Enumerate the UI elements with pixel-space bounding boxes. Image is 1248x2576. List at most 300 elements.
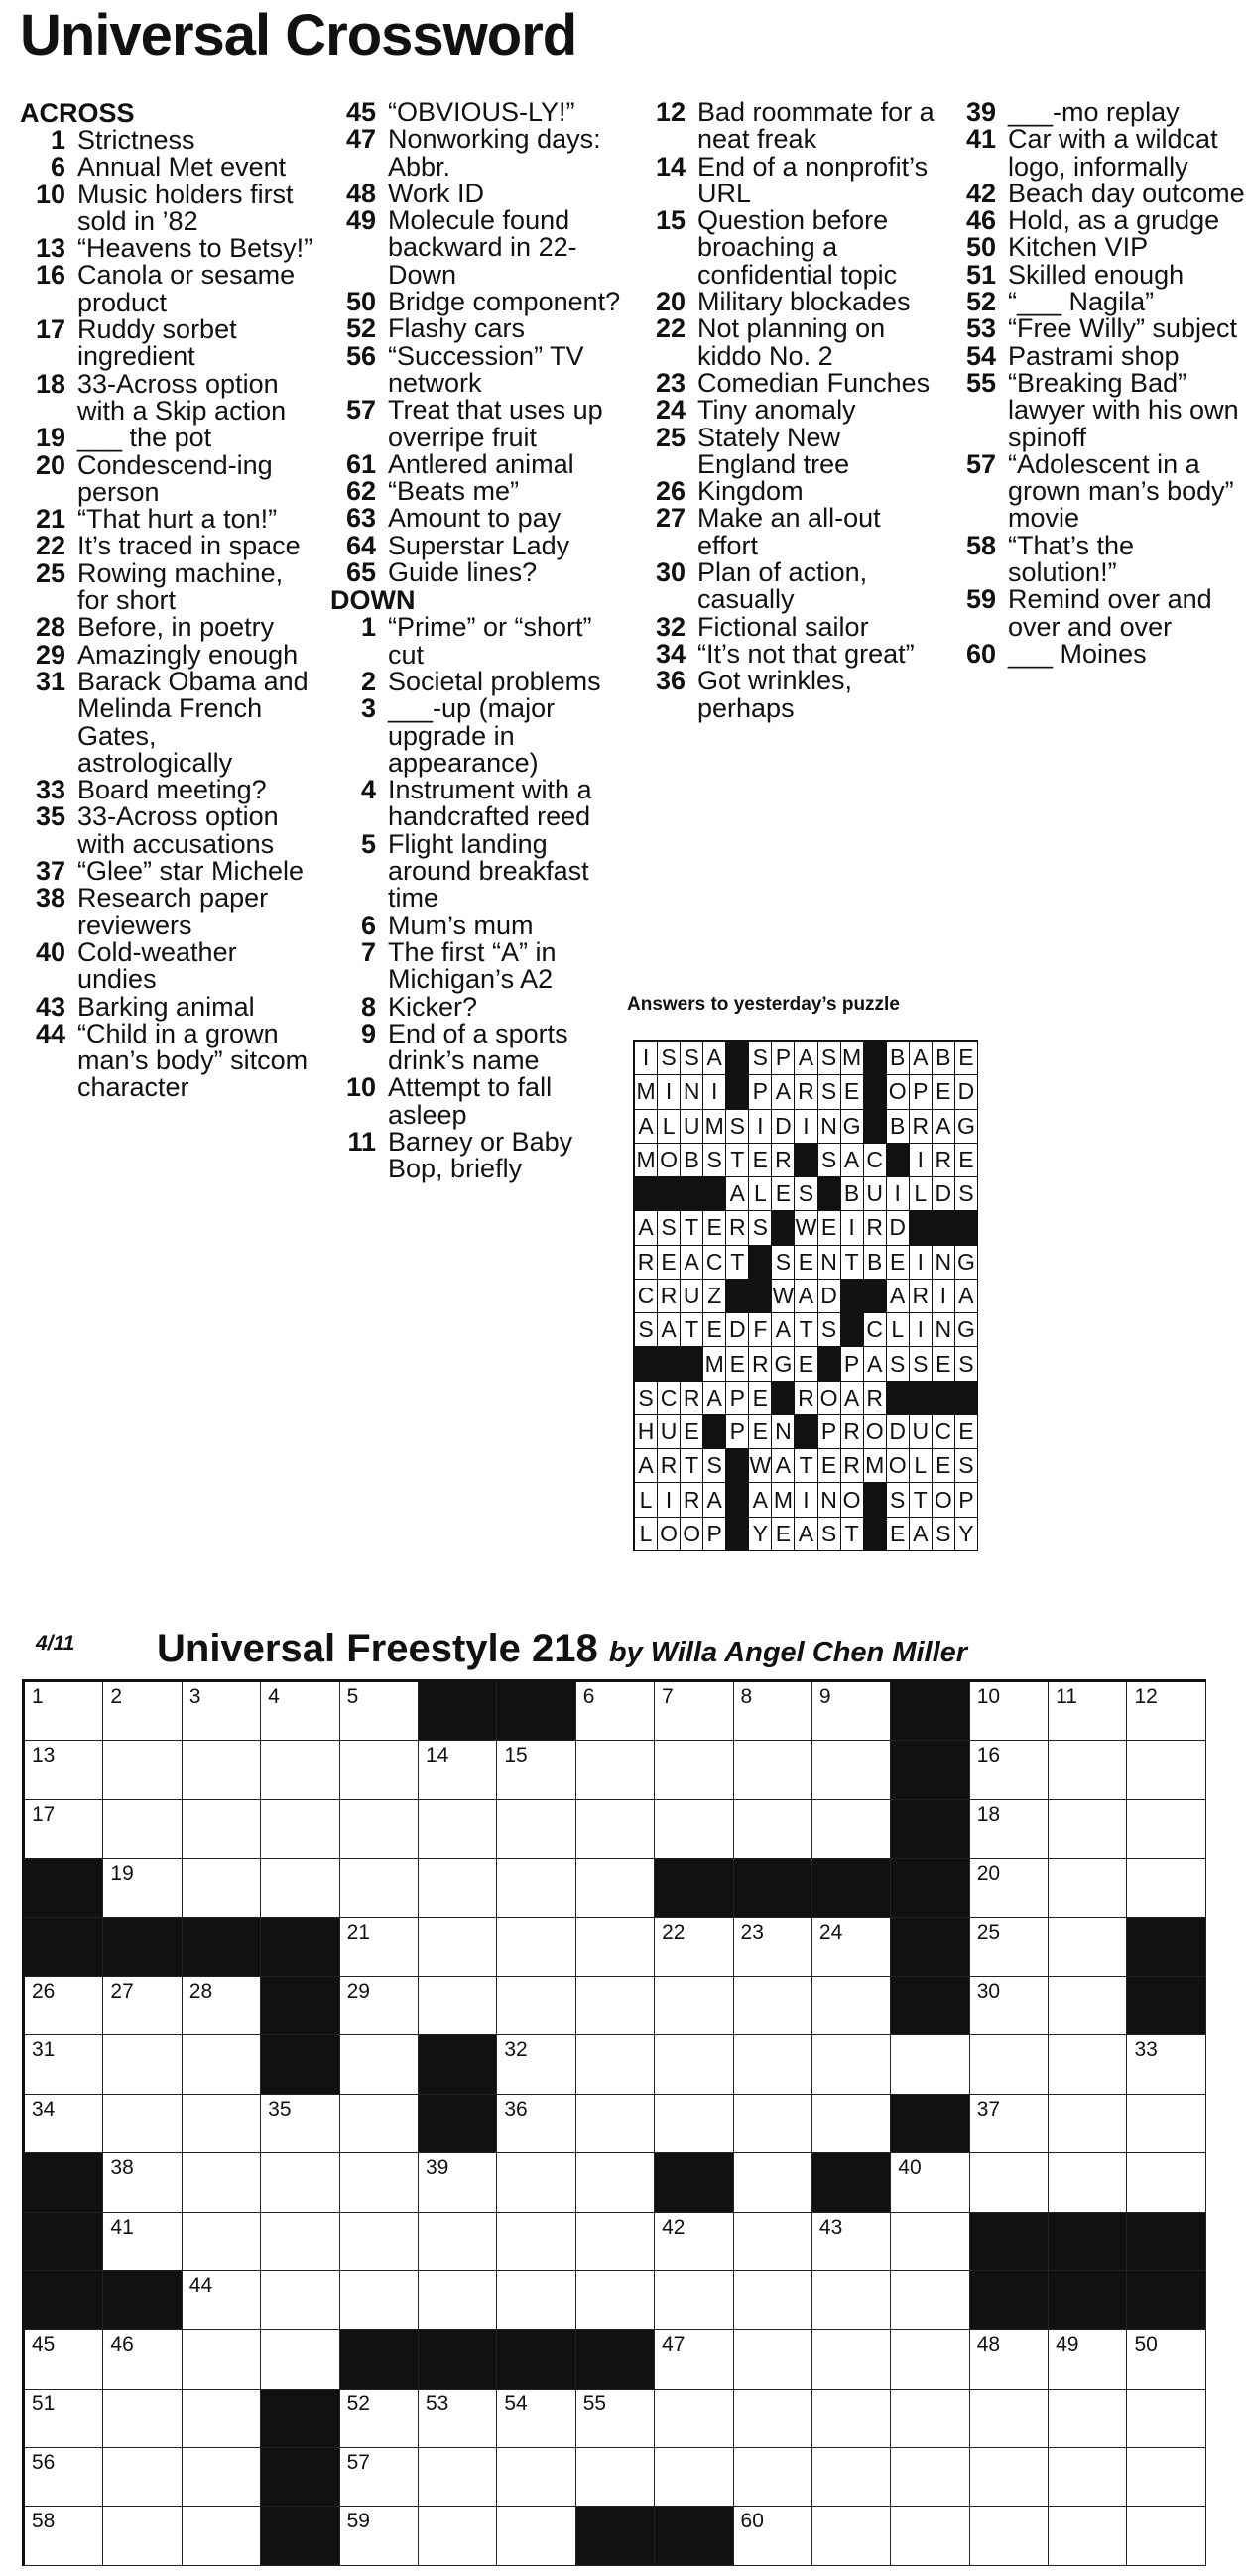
grid-cell[interactable] — [261, 2095, 339, 2153]
clue-number: 18 — [35, 368, 65, 399]
grid-cell[interactable] — [576, 2035, 655, 2094]
grid-cell[interactable] — [103, 2390, 182, 2448]
answer-cell: R — [635, 1246, 658, 1280]
grid-cell[interactable] — [1049, 2095, 1127, 2153]
grid-cell[interactable] — [103, 1977, 182, 2035]
grid-cell[interactable] — [734, 1918, 812, 1977]
grid-cell[interactable] — [103, 1682, 182, 1741]
grid-cell[interactable] — [655, 1741, 733, 1799]
grid-cell[interactable] — [183, 1682, 261, 1741]
grid-cell[interactable] — [970, 1918, 1049, 1977]
grid-cell[interactable] — [419, 2448, 497, 2507]
grid-cell[interactable] — [103, 2507, 182, 2565]
black-cell — [891, 1800, 969, 1859]
grid-cell[interactable] — [734, 1977, 812, 2035]
grid-cell[interactable] — [497, 2153, 575, 2212]
grid-cell[interactable] — [25, 2507, 103, 2565]
answer-cell: E — [681, 1415, 703, 1449]
grid-cell[interactable] — [103, 2213, 182, 2271]
grid-cell[interactable] — [497, 2448, 575, 2507]
grid-cell[interactable] — [1127, 2095, 1205, 2153]
grid-cell[interactable] — [576, 2153, 655, 2212]
grid-cell[interactable] — [734, 1800, 812, 1859]
cell-number: 50 — [1134, 2333, 1158, 2357]
grid-cell[interactable] — [497, 2271, 575, 2330]
grid-cell[interactable] — [1049, 1977, 1127, 2035]
grid-cell[interactable] — [1049, 2153, 1127, 2212]
grid-cell[interactable] — [261, 2153, 339, 2212]
grid-cell[interactable] — [891, 2153, 969, 2212]
grid-cell[interactable] — [891, 2213, 969, 2271]
grid-cell[interactable] — [261, 2213, 339, 2271]
grid-cell[interactable] — [970, 2153, 1049, 2212]
grid-cell[interactable] — [734, 2213, 812, 2271]
grid-cell[interactable] — [1127, 1741, 1205, 1799]
answer-cell: O — [864, 1415, 887, 1449]
black-cell — [655, 2507, 733, 2565]
grid-cell[interactable] — [261, 1682, 339, 1741]
clue-number: 16 — [35, 260, 65, 291]
across-clue — [20, 777, 317, 803]
grid-cell[interactable] — [812, 2507, 891, 2565]
grid-cell[interactable] — [1127, 1859, 1205, 1917]
grid-cell[interactable] — [183, 2095, 261, 2153]
clue-text: Plan of action, casually — [697, 557, 868, 615]
answer-block-cell — [864, 1042, 887, 1075]
clue-number: 24 — [655, 395, 686, 426]
clue-text: Barack Obama and Melinda French Gates, astrologically — [77, 666, 309, 778]
grid-cell[interactable] — [812, 1682, 891, 1741]
answer-cell: P — [910, 1075, 933, 1109]
clue-text: Hold, as a grudge — [1008, 205, 1220, 236]
grid-cell[interactable] — [497, 1977, 575, 2035]
answer-cell: T — [681, 1211, 703, 1245]
cell-number: 34 — [32, 2097, 56, 2121]
grid-cell[interactable] — [25, 1977, 103, 2035]
grid-cell[interactable] — [734, 2035, 812, 2094]
puzzle-title: Universal Freestyle 218 — [157, 1627, 598, 1670]
grid-cell[interactable] — [1127, 1682, 1205, 1741]
grid-cell[interactable] — [891, 2330, 969, 2389]
answer-cell: A — [795, 1280, 817, 1313]
grid-cell[interactable] — [1127, 2035, 1205, 2094]
down-clue — [950, 340, 1248, 371]
grid-cell[interactable] — [1127, 2330, 1205, 2389]
grid-cell[interactable] — [340, 2035, 419, 2094]
answer-cell: Y — [955, 1518, 978, 1551]
grid-cell[interactable] — [734, 1741, 812, 1799]
clue-text: Question before broaching a confidential topic — [697, 205, 898, 290]
grid-cell[interactable] — [576, 2448, 655, 2507]
grid-cell[interactable] — [576, 1859, 655, 1917]
clue-text: “That’s the solution!” — [1008, 530, 1135, 588]
grid-cell[interactable] — [25, 1741, 103, 1799]
grid-cell[interactable] — [655, 1977, 733, 2035]
grid-cell[interactable] — [103, 2153, 182, 2212]
black-cell — [812, 2153, 891, 2212]
grid-cell[interactable] — [655, 1918, 733, 1977]
answer-cell: L — [635, 1483, 658, 1517]
answer-cell: S — [749, 1042, 772, 1075]
grid-cell[interactable] — [340, 2213, 419, 2271]
answer-cell: P — [818, 1415, 841, 1449]
answer-cell: R — [795, 1075, 817, 1109]
grid-cell[interactable] — [183, 1977, 261, 2035]
grid-cell[interactable] — [970, 2330, 1049, 2389]
grid-cell[interactable] — [970, 2507, 1049, 2565]
grid-cell[interactable] — [340, 1682, 419, 1741]
grid-cell[interactable] — [734, 1682, 812, 1741]
clue-column-1 — [20, 99, 317, 1102]
grid-cell[interactable] — [25, 2448, 103, 2507]
clue-text: Strictness — [77, 125, 195, 155]
grid-cell[interactable] — [1127, 2153, 1205, 2212]
puzzle-date: 4/11 — [36, 1632, 75, 1655]
grid-cell[interactable] — [340, 2448, 419, 2507]
grid-cell[interactable] — [576, 1741, 655, 1799]
black-cell — [103, 2271, 182, 2330]
cell-number: 11 — [1056, 1685, 1077, 1708]
grid-cell[interactable] — [812, 1741, 891, 1799]
grid-cell[interactable] — [1049, 2035, 1127, 2094]
answer-cell: S — [703, 1144, 726, 1177]
across-clue — [330, 178, 628, 208]
clue-text: Societal problems — [388, 666, 601, 696]
grid-cell[interactable] — [891, 2271, 969, 2330]
answer-cell: W — [795, 1211, 817, 1245]
grid-cell[interactable] — [812, 1918, 891, 1977]
grid-cell[interactable] — [1049, 1859, 1127, 1917]
grid-cell[interactable] — [497, 2390, 575, 2448]
answer-block-cell — [726, 1042, 749, 1075]
answer-cell: A — [635, 1110, 658, 1144]
answer-cell: A — [703, 1483, 726, 1517]
across-clue — [20, 557, 317, 616]
answer-cell: Z — [703, 1280, 726, 1313]
grid-cell[interactable] — [103, 1741, 182, 1799]
grid-cell[interactable] — [812, 1977, 891, 2035]
grid-cell[interactable] — [103, 2035, 182, 2094]
grid-cell[interactable] — [25, 2035, 103, 2094]
grid-cell[interactable] — [1127, 1800, 1205, 1859]
grid-cell[interactable] — [1049, 1682, 1127, 1741]
grid-cell[interactable] — [655, 2390, 733, 2448]
grid-cell[interactable] — [655, 2271, 733, 2330]
answer-cell: U — [681, 1110, 703, 1144]
answer-cell: T — [841, 1518, 864, 1551]
clue-text: Bridge component? — [388, 287, 621, 317]
grid-cell[interactable] — [497, 1741, 575, 1799]
grid-cell[interactable] — [1127, 2448, 1205, 2507]
grid-cell[interactable] — [103, 2095, 182, 2153]
cell-number: 33 — [1134, 2038, 1158, 2062]
answer-cell: O — [887, 1075, 910, 1109]
grid-cell[interactable] — [103, 1859, 182, 1917]
grid-cell[interactable] — [419, 1800, 497, 1859]
cell-number: 21 — [346, 1920, 370, 1944]
grid-cell[interactable] — [891, 2448, 969, 2507]
clue-number: 13 — [35, 233, 65, 264]
grid-cell[interactable] — [340, 2153, 419, 2212]
answer-cell: E — [772, 1518, 795, 1551]
grid-cell[interactable] — [970, 1800, 1049, 1859]
grid-cell[interactable] — [734, 2095, 812, 2153]
grid-cell[interactable] — [340, 1800, 419, 1859]
cell-number: 29 — [346, 1979, 370, 2003]
grid-cell[interactable] — [655, 2448, 733, 2507]
grid-cell[interactable] — [891, 2390, 969, 2448]
grid-cell[interactable] — [891, 2507, 969, 2565]
grid-cell[interactable] — [183, 1859, 261, 1917]
across-clue — [20, 316, 317, 371]
grid-cell[interactable] — [183, 2213, 261, 2271]
down-clue — [640, 289, 937, 315]
grid-cell[interactable] — [576, 2095, 655, 2153]
grid-cell[interactable] — [576, 2390, 655, 2448]
grid-cell[interactable] — [734, 2507, 812, 2565]
clue-text: It’s traced in space — [77, 531, 301, 561]
grid-cell[interactable] — [25, 2330, 103, 2389]
grid-cell[interactable] — [419, 1859, 497, 1917]
grid-cell[interactable] — [183, 2035, 261, 2094]
grid-cell[interactable] — [812, 1800, 891, 1859]
grid-cell[interactable] — [970, 2095, 1049, 2153]
grid-cell[interactable] — [970, 2035, 1049, 2094]
cell-number: 5 — [346, 1685, 359, 1708]
answer-cell: I — [841, 1211, 864, 1245]
grid-cell[interactable] — [1127, 2507, 1205, 2565]
grid-cell[interactable] — [261, 1859, 339, 1917]
grid-cell[interactable] — [261, 1741, 339, 1799]
grid-cell[interactable] — [183, 1741, 261, 1799]
grid-cell[interactable] — [970, 1682, 1049, 1741]
cell-number: 30 — [976, 1979, 1001, 2003]
clue-number: 20 — [35, 449, 65, 480]
grid-cell[interactable] — [734, 2271, 812, 2330]
across-clue — [20, 179, 317, 236]
grid-cell[interactable] — [340, 2507, 419, 2565]
answer-cell: M — [635, 1075, 658, 1109]
grid-cell[interactable] — [25, 1800, 103, 1859]
down-clue — [330, 1074, 628, 1129]
black-cell — [891, 1682, 969, 1741]
grid-cell[interactable] — [655, 2330, 733, 2389]
answer-cell: E — [955, 1144, 978, 1177]
grid-cell[interactable] — [576, 1682, 655, 1741]
grid-cell[interactable] — [183, 2153, 261, 2212]
answer-cell: E — [703, 1211, 726, 1245]
grid-cell[interactable] — [812, 2213, 891, 2271]
grid-cell[interactable] — [576, 2213, 655, 2271]
grid-cell[interactable] — [655, 2095, 733, 2153]
clue-text: “Prime” or “short” cut — [388, 612, 592, 670]
grid-cell[interactable] — [1049, 2448, 1127, 2507]
answer-cell: E — [658, 1246, 681, 1280]
grid-cell[interactable] — [340, 1918, 419, 1977]
grid-cell[interactable] — [576, 2271, 655, 2330]
grid-cell[interactable] — [340, 1859, 419, 1917]
grid-cell[interactable] — [183, 2390, 261, 2448]
grid-cell[interactable] — [419, 2271, 497, 2330]
grid-cell[interactable] — [261, 1800, 339, 1859]
answer-cell: N — [933, 1246, 955, 1280]
grid-cell[interactable] — [655, 2035, 733, 2094]
grid-cell[interactable] — [734, 2330, 812, 2389]
grid-cell[interactable] — [497, 1859, 575, 1917]
clue-text: Fictional sailor — [697, 611, 869, 642]
black-cell — [970, 2213, 1049, 2271]
down-clue — [640, 611, 937, 642]
answer-cell: D — [818, 1280, 841, 1313]
clue-number: 6 — [360, 910, 376, 940]
clue-number: 1 — [360, 612, 376, 643]
grid-cell[interactable] — [891, 2035, 969, 2094]
grid-cell[interactable] — [970, 1741, 1049, 1799]
grid-cell[interactable] — [655, 1800, 733, 1859]
grid-cell[interactable] — [340, 2390, 419, 2448]
grid-cell[interactable] — [734, 2448, 812, 2507]
cell-number: 28 — [188, 1979, 213, 2003]
grid-cell[interactable] — [183, 2507, 261, 2565]
answer-cell: S — [818, 1075, 841, 1109]
clue-number: 59 — [965, 584, 996, 615]
grid-cell[interactable] — [812, 2095, 891, 2153]
grid-cell[interactable] — [812, 2035, 891, 2094]
grid-cell[interactable] — [340, 2271, 419, 2330]
black-cell — [891, 2095, 969, 2153]
grid-cell[interactable] — [970, 1859, 1049, 1917]
grid-cell[interactable] — [340, 1741, 419, 1799]
grid-cell[interactable] — [25, 2390, 103, 2448]
clue-number: 52 — [965, 287, 996, 317]
grid-cell[interactable] — [419, 2213, 497, 2271]
down-clue — [330, 910, 628, 940]
down-clue — [950, 530, 1248, 588]
cell-number: 59 — [346, 2510, 370, 2533]
clue-text: Ruddy sorbet ingredient — [77, 314, 237, 372]
answer-cell: E — [841, 1075, 864, 1109]
grid-cell[interactable] — [419, 1918, 497, 1977]
answer-cell: D — [887, 1415, 910, 1449]
across-clue — [20, 506, 317, 533]
grid-cell[interactable] — [261, 2271, 339, 2330]
answer-block-cell — [864, 1110, 887, 1144]
grid-cell[interactable] — [419, 2507, 497, 2565]
clue-text: “Adolescent in a grown man’s body” movie — [1008, 448, 1234, 534]
puzzle-title-block — [157, 1627, 967, 1671]
answer-cell: N — [772, 1415, 795, 1449]
grid-cell[interactable] — [103, 2448, 182, 2507]
grid-cell[interactable] — [497, 2213, 575, 2271]
crossword-grid — [22, 1679, 1206, 2566]
grid-cell[interactable] — [576, 1918, 655, 1977]
grid-cell[interactable] — [970, 2448, 1049, 2507]
clue-text: End of a nonprofit’s URL — [697, 151, 929, 208]
answer-cell: S — [772, 1246, 795, 1280]
clue-text: Cold-weather undies — [77, 936, 237, 995]
grid-cell[interactable] — [183, 1800, 261, 1859]
grid-cell[interactable] — [497, 1918, 575, 1977]
grid-cell[interactable] — [1049, 1918, 1127, 1977]
grid-cell[interactable] — [183, 2271, 261, 2330]
down-clue — [950, 586, 1248, 641]
grid-cell[interactable] — [812, 2330, 891, 2389]
grid-cell[interactable] — [25, 2095, 103, 2153]
grid-cell[interactable] — [576, 1977, 655, 2035]
grid-cell[interactable] — [970, 1977, 1049, 2035]
grid-cell[interactable] — [1049, 1741, 1127, 1799]
clue-number: 19 — [35, 423, 65, 453]
clue-text: Pastrami shop — [1008, 340, 1180, 371]
grid-cell[interactable] — [1049, 2330, 1127, 2389]
grid-cell[interactable] — [497, 1800, 575, 1859]
grid-cell[interactable] — [812, 2390, 891, 2448]
grid-cell[interactable] — [970, 2390, 1049, 2448]
clue-text: ___ the pot — [77, 423, 212, 453]
grid-cell[interactable] — [576, 1800, 655, 1859]
answer-block-cell — [635, 1347, 658, 1381]
grid-cell[interactable] — [340, 2095, 419, 2153]
grid-cell[interactable] — [183, 2330, 261, 2389]
grid-cell[interactable] — [103, 1800, 182, 1859]
grid-cell[interactable] — [497, 2035, 575, 2094]
grid-cell[interactable] — [655, 1682, 733, 1741]
answer-cell: L — [910, 1449, 933, 1483]
grid-cell[interactable] — [183, 2448, 261, 2507]
grid-cell[interactable] — [734, 2153, 812, 2212]
grid-cell[interactable] — [419, 2390, 497, 2448]
answer-cell: E — [887, 1246, 910, 1280]
clue-number: 38 — [35, 883, 65, 914]
answer-cell: P — [726, 1415, 749, 1449]
answer-cell: L — [887, 1313, 910, 1347]
answer-cell: P — [841, 1347, 864, 1381]
grid-cell[interactable] — [497, 2507, 575, 2565]
black-cell — [25, 1859, 103, 1917]
grid-cell[interactable] — [261, 2330, 339, 2389]
grid-cell[interactable] — [1049, 2390, 1127, 2448]
answer-cell: N — [818, 1483, 841, 1517]
grid-cell[interactable] — [419, 2153, 497, 2212]
answer-cell: A — [726, 1177, 749, 1211]
grid-cell[interactable] — [497, 2095, 575, 2153]
clue-text: ___-up (major upgrade in appearance) — [388, 693, 556, 778]
grid-cell[interactable] — [25, 1682, 103, 1741]
answer-cell: D — [887, 1211, 910, 1245]
black-cell — [419, 1682, 497, 1741]
grid-cell[interactable] — [734, 2390, 812, 2448]
answer-cell: Y — [749, 1518, 772, 1551]
section-heading: ACROSS — [20, 98, 135, 128]
grid-cell[interactable] — [419, 1741, 497, 1799]
grid-cell[interactable] — [103, 2330, 182, 2389]
grid-cell[interactable] — [1127, 2390, 1205, 2448]
grid-cell[interactable] — [1049, 1800, 1127, 1859]
cell-number: 49 — [1056, 2333, 1079, 2357]
grid-cell[interactable] — [812, 2271, 891, 2330]
clue-text: “OBVIOUS-LY!” — [388, 97, 575, 127]
grid-cell[interactable] — [340, 1977, 419, 2035]
grid-cell[interactable] — [419, 1977, 497, 2035]
clue-text: Car with a wildcat logo, informally — [1008, 124, 1218, 182]
grid-cell[interactable] — [812, 2448, 891, 2507]
grid-cell[interactable] — [1049, 2507, 1127, 2565]
answer-cell: O — [887, 1449, 910, 1483]
answer-block-cell — [726, 1483, 749, 1517]
answer-cell: E — [955, 1415, 978, 1449]
black-cell — [655, 2153, 733, 2212]
grid-cell[interactable] — [655, 2213, 733, 2271]
